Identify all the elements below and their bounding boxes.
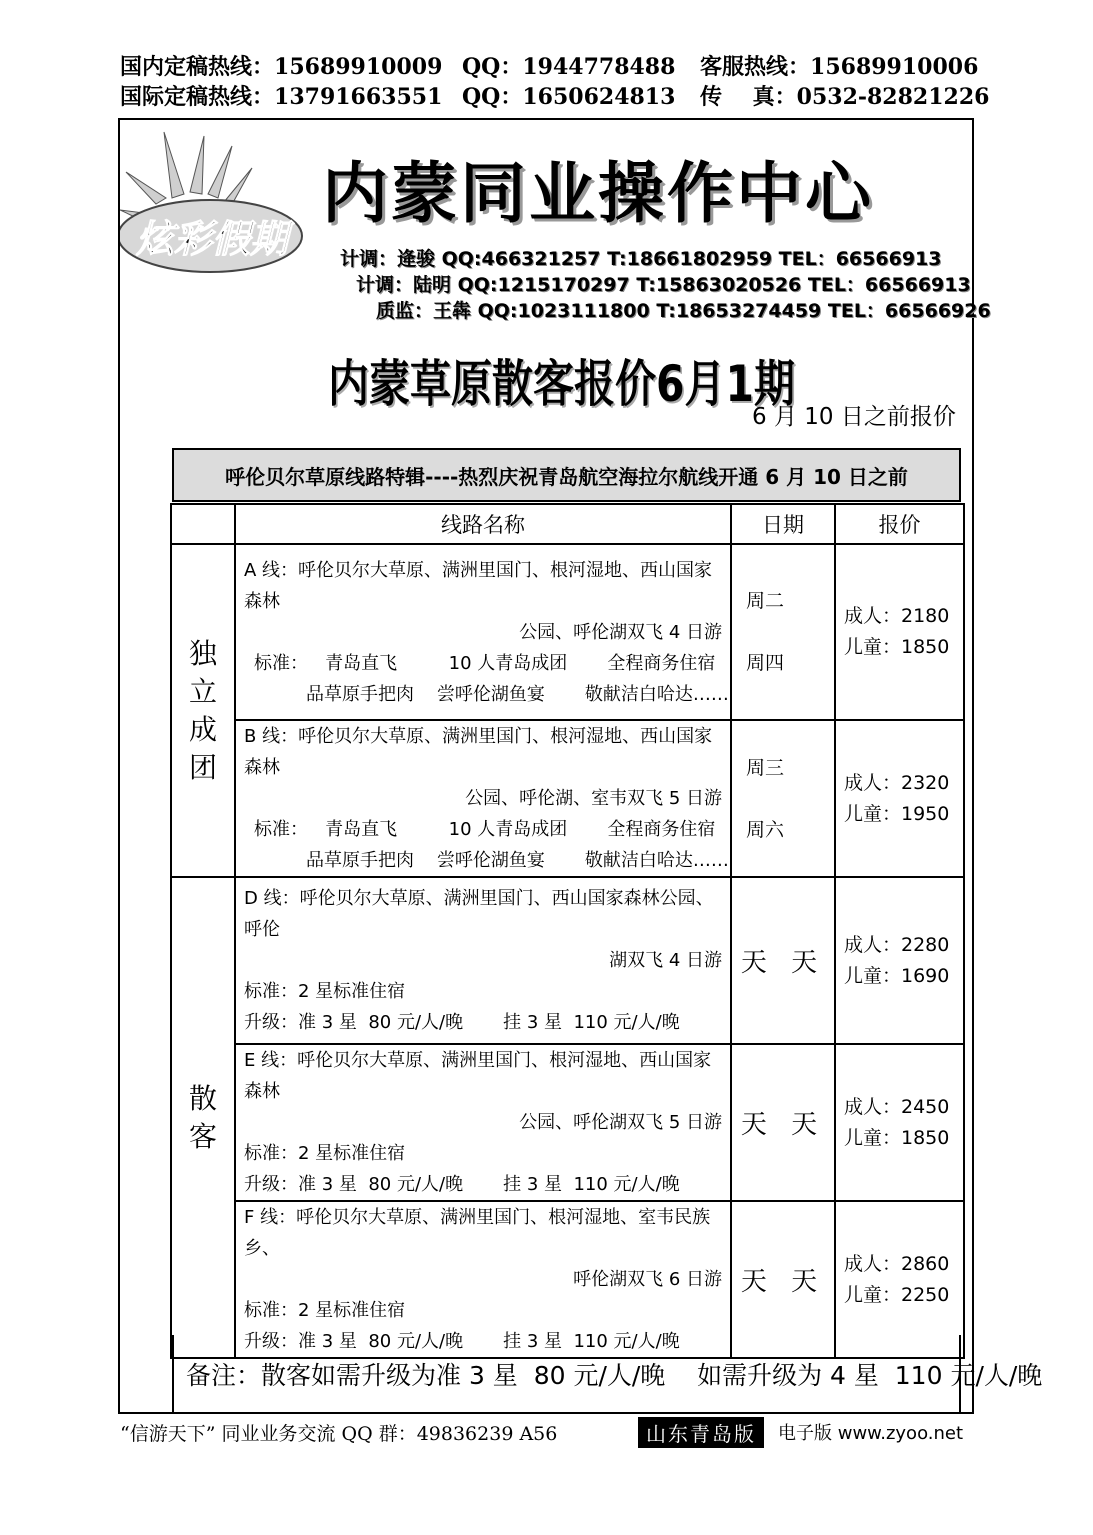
header-date: 日期 xyxy=(731,504,835,544)
table-row xyxy=(171,877,964,1044)
date-day-2: 周六 xyxy=(746,818,785,841)
category-individual-label: 散客 xyxy=(188,1081,217,1153)
price-adult: 成人：2180 xyxy=(844,605,950,627)
logo-text: 炫彩假期 xyxy=(135,217,289,261)
intl-hotline-label: 国际定稿热线： xyxy=(120,84,275,110)
brand-logo xyxy=(120,128,320,278)
header-price: 报价 xyxy=(835,504,964,544)
price-cell xyxy=(835,1044,964,1201)
page-subtitle: 6 月 10 日之前报价 xyxy=(752,404,956,430)
date-cell xyxy=(731,544,835,720)
remarks-note xyxy=(172,1335,1043,1413)
qq-group-info: “信游天下” 同业业务交流 QQ 群：49836239 A56 xyxy=(120,1423,558,1445)
service-hotline-phone: 15689910006 xyxy=(810,54,979,80)
intl-qq-number: 1650624813 xyxy=(522,84,676,110)
price-cell xyxy=(835,544,964,720)
domestic-qq xyxy=(462,50,675,81)
table-row xyxy=(171,720,964,877)
table-row xyxy=(171,544,964,720)
domestic-hotline xyxy=(120,50,442,81)
route-line-2: 公园、呼伦湖双飞 4 日游 xyxy=(519,621,722,643)
domestic-hotline-phone: 15689910009 xyxy=(274,54,443,80)
date-cell: 天 天 xyxy=(731,877,835,1044)
route-line-2: 公园、呼伦湖双飞 5 日游 xyxy=(519,1112,722,1133)
header-category xyxy=(171,504,235,544)
route-line-1: E 线：呼伦贝尔大草原、满洲里国门、根河湿地、西山国家森林 xyxy=(244,1050,712,1102)
header-route: 线路名称 xyxy=(235,504,731,544)
fax-label: 传 真： xyxy=(700,84,797,110)
price-child: 儿童：2250 xyxy=(844,1283,950,1306)
route-extras: 品草原手把肉 尝呼伦湖鱼宴 敬献洁白哈达…… xyxy=(306,850,729,871)
route-cell xyxy=(235,720,731,877)
route-standard: 标准： 青岛直飞 10 人青岛成团 全程商务住宿 xyxy=(254,819,716,840)
contact-line-2: 计调：陆明 QQ:1215170297 T:15863020526 TEL：66566913 xyxy=(356,274,971,296)
service-hotline-label: 客服热线： xyxy=(700,54,811,80)
route-cell xyxy=(235,1044,731,1201)
route-upgrade: 升级：准 3 星 80 元/人/晚 挂 3 星 110 元/人/晚 xyxy=(244,1012,680,1033)
price-adult: 成人：2450 xyxy=(844,1095,950,1118)
route-banner: 呼伦贝尔草原线路特辑----热烈庆祝青岛航空海拉尔航线开通 6 月 10 日之前 xyxy=(172,448,961,502)
category-group xyxy=(171,544,235,877)
page-title: 内蒙草原散客报价6月1期 xyxy=(328,355,796,413)
fax-line xyxy=(700,80,989,111)
category-individual xyxy=(171,877,235,1358)
route-standard: 标准：2 星标准住宿 xyxy=(244,981,406,1002)
category-group-label: 独立成团 xyxy=(188,636,217,784)
date-day-2: 周四 xyxy=(746,652,785,674)
route-line-2: 呼伦湖双飞 6 日游 xyxy=(573,1269,722,1290)
price-adult: 成人：2860 xyxy=(844,1252,950,1275)
route-upgrade: 升级：准 3 星 80 元/人/晚 挂 3 星 110 元/人/晚 xyxy=(244,1174,680,1195)
company-name: 内蒙同业操作中心 xyxy=(322,155,874,232)
intl-qq xyxy=(462,80,675,111)
date-day-1: 周三 xyxy=(746,756,785,779)
route-standard: 标准：2 星标准住宿 xyxy=(244,1300,406,1321)
remarks-text: 备注：散客如需升级为准 3 星 80 元/人/晚 如需升级为 4 星 110 元/人/晚 xyxy=(186,1361,1043,1390)
route-line-1: F 线：呼伦贝尔大草原、满洲里国门、根河湿地、室韦民族乡、 xyxy=(244,1207,711,1259)
price-cell xyxy=(835,877,964,1044)
sun-logo-icon xyxy=(120,128,320,278)
route-upgrade: 升级：准 3 星 80 元/人/晚 挂 3 星 110 元/人/晚 xyxy=(244,1331,680,1352)
domestic-qq-number: 1944778488 xyxy=(522,54,676,80)
route-line-1: B 线：呼伦贝尔大草原、满洲里国门、根河湿地、西山国家森林 xyxy=(244,726,713,778)
route-line-1: D 线：呼伦贝尔大草原、满洲里国门、西山国家森林公园、呼伦 xyxy=(244,888,714,940)
route-line-1: A 线：呼伦贝尔大草原、满洲里国门、根河湿地、西山国家森林 xyxy=(244,559,713,612)
edition-badge: 山东青岛版 xyxy=(638,1417,764,1448)
price-adult: 成人：2280 xyxy=(844,933,950,956)
date-day-1: 周二 xyxy=(746,590,785,612)
route-extras: 品草原手把肉 尝呼伦湖鱼宴 敬献洁白哈达…… xyxy=(306,683,729,705)
route-cell xyxy=(235,877,731,1044)
contact-line-1: 计调：逄骏 QQ:466321257 T:18661802959 TEL：66566913 xyxy=(340,248,942,270)
route-cell xyxy=(235,544,731,720)
date-cell xyxy=(731,720,835,877)
table-row xyxy=(171,1044,964,1201)
intl-hotline xyxy=(120,80,442,111)
website-info: 电子版 www.zyoo.net xyxy=(778,1423,964,1444)
route-line-2: 湖双飞 4 日游 xyxy=(609,950,722,971)
price-table xyxy=(170,503,965,1359)
price-child: 儿童：1690 xyxy=(844,964,950,987)
service-hotline xyxy=(700,50,978,81)
route-standard: 标准：2 星标准住宿 xyxy=(244,1143,406,1164)
price-cell xyxy=(835,720,964,877)
intl-hotline-phone: 13791663551 xyxy=(274,84,443,110)
fax-number: 0532-82821226 xyxy=(796,84,990,110)
intl-qq-label: QQ： xyxy=(462,84,523,110)
date-cell: 天 天 xyxy=(731,1044,835,1201)
table-header-row xyxy=(171,504,964,544)
route-standard: 标准： 青岛直飞 10 人青岛成团 全程商务住宿 xyxy=(254,652,716,674)
route-line-2: 公园、呼伦湖、室韦双飞 5 日游 xyxy=(465,788,722,809)
date-cell: 天 天 xyxy=(731,1201,835,1358)
contact-line-3: 质监：王犇 QQ:1023111800 T:18653274459 TEL：66566926 xyxy=(376,300,991,322)
price-child: 儿童：1850 xyxy=(844,1126,950,1149)
domestic-hotline-label: 国内定稿热线： xyxy=(120,54,275,80)
domestic-qq-label: QQ： xyxy=(462,54,523,80)
price-child: 儿童：1950 xyxy=(844,802,950,825)
price-adult: 成人：2320 xyxy=(844,771,950,794)
price-child: 儿童：1850 xyxy=(844,636,950,658)
